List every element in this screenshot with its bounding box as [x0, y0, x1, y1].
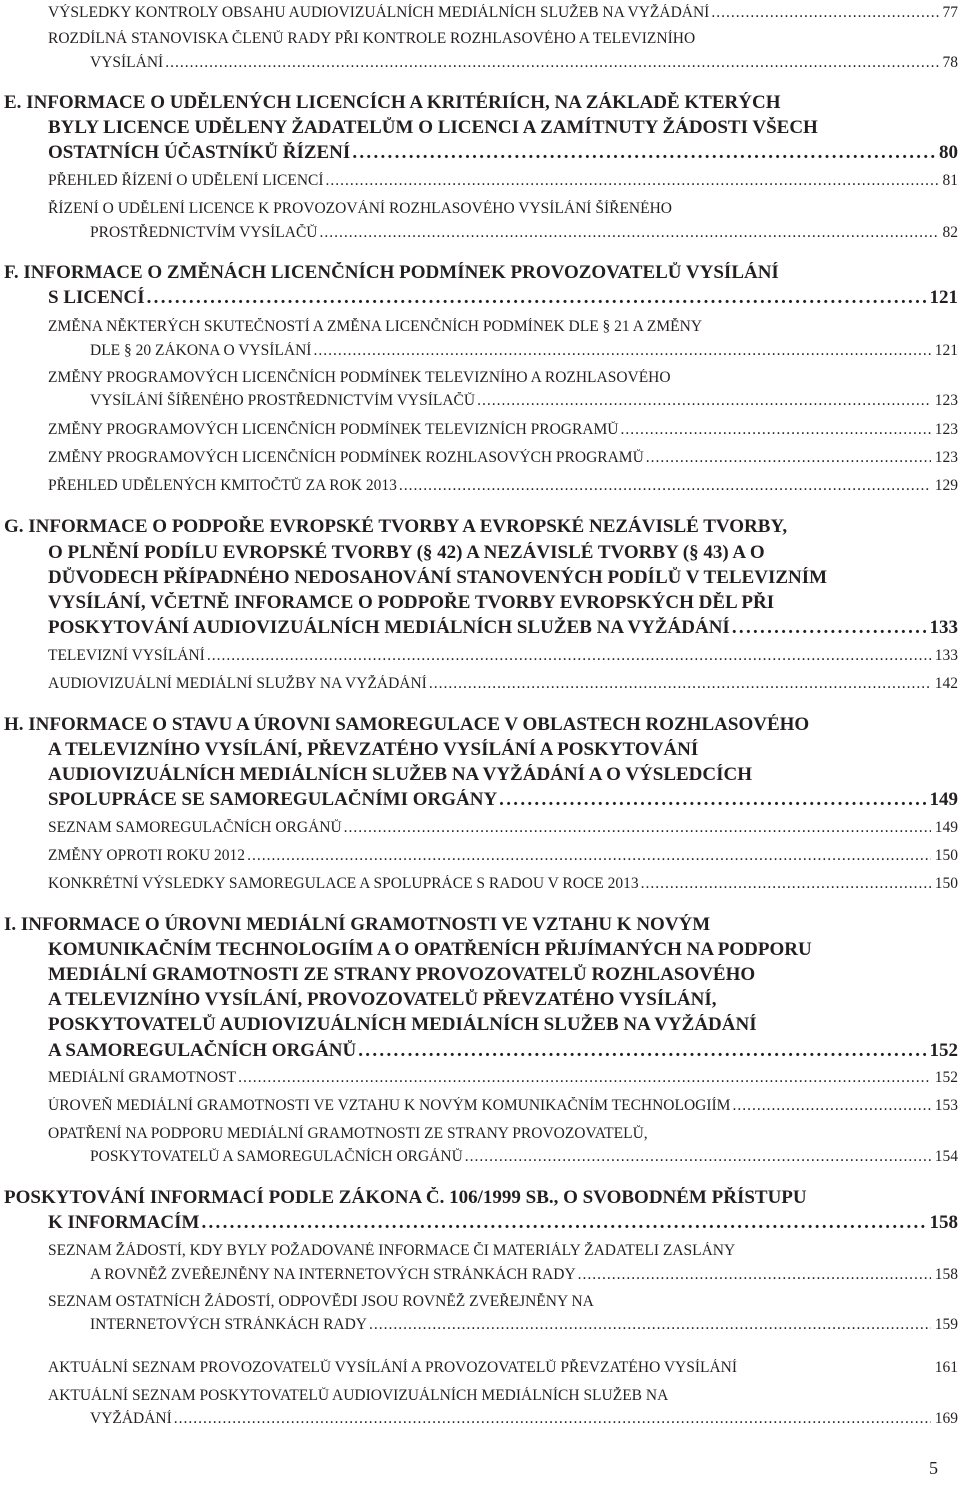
toc-entry-title: VÝSLEDKY KONTROLY OBSAHU AUDIOVIZUÁLNÍCH MEDIÁLNÍCH SLUŽEB NA VYŽÁDÁNÍ: [48, 4, 710, 21]
toc-line[interactable]: [48, 369, 958, 387]
toc-line[interactable]: [48, 1242, 958, 1260]
toc-entry-title: S LICENCÍ: [48, 287, 145, 308]
toc-entry-title: SEZNAM OSTATNÍCH ŽÁDOSTÍ, ODPOVĚDI JSOU ROVNĚŽ ZVEŘEJNĚNY NA: [48, 1293, 594, 1310]
dot-leader: [320, 224, 939, 242]
dot-leader: [641, 875, 931, 893]
toc-entry-title: A TELEVIZNÍHO VYSÍLÁNÍ, PŘEVZATÉHO VYSÍLÁNÍ A POSKYTOVÁNÍ: [48, 739, 699, 760]
toc-page-number: 158: [934, 1266, 958, 1283]
toc-entry-title: I. INFORMACE O ÚROVNI MEDIÁLNÍ GRAMOTNOSTI VE VZTAHU K NOVÝM: [4, 914, 711, 935]
toc-line[interactable]: [48, 200, 958, 218]
toc-line[interactable]: [48, 567, 958, 589]
toc-page-number: 149: [929, 789, 958, 810]
toc-line[interactable]: [48, 847, 958, 865]
toc-entry-title: SEZNAM ŽÁDOSTÍ, KDY BYLY POŽADOVANÉ INFORMACE ČI MATERIÁLY ŽADATELI ZASLÁNY: [48, 1242, 736, 1259]
toc-line[interactable]: [90, 392, 958, 410]
toc-entry-title: KOMUNIKAČNÍM TECHNOLOGIÍM A O OPATŘENÍCH PŘIJÍMANÝCH NA PODPORU: [48, 939, 812, 960]
toc-line[interactable]: [48, 542, 958, 564]
toc-line[interactable]: [48, 1387, 958, 1405]
toc-entry-title: ZMĚNY PROGRAMOVÝCH LICENČNÍCH PODMÍNEK TELEVIZNÍHO A ROZHLASOVÉHO: [48, 369, 671, 386]
toc-entry-title: INTERNETOVÝCH STRÁNKÁCH RADY: [90, 1316, 367, 1333]
toc-page-number: 150: [934, 847, 958, 864]
toc-page-number: 153: [934, 1097, 958, 1114]
toc-entry-title: POSKYTOVÁNÍ INFORMACÍ PODLE ZÁKONA Č. 106/1999 SB., O SVOBODNÉM PŘÍSTUPU: [4, 1187, 807, 1208]
toc-line[interactable]: [48, 1040, 958, 1062]
dot-leader: [646, 449, 931, 467]
toc-entry-title: VYSÍLÁNÍ, VČETNĚ INFORAMCE O PODPOŘE TVORBY EVROPSKÝCH DĚL PŘI: [48, 592, 775, 613]
toc-entry-title: SEZNAM SAMOREGULAČNÍCH ORGÁNŮ: [48, 819, 342, 836]
toc-line[interactable]: [4, 914, 958, 936]
toc-page-number: 123: [934, 421, 958, 438]
toc-page-number: 161: [934, 1359, 958, 1376]
toc-line[interactable]: [48, 875, 958, 893]
toc-page-number: 77: [942, 4, 958, 21]
toc-line[interactable]: [48, 789, 958, 811]
toc-line[interactable]: [48, 477, 958, 495]
dot-leader: [165, 54, 938, 72]
toc-page-number: 159: [934, 1316, 958, 1333]
toc-entry-title: ZMĚNY PROGRAMOVÝCH LICENČNÍCH PODMÍNEK ROZHLASOVÝCH PROGRAMŮ: [48, 449, 644, 466]
toc-entry-title: POSKYTOVATELŮ AUDIOVIZUÁLNÍCH MEDIÁLNÍCH SLUŽEB NA VYŽÁDÁNÍ: [48, 1014, 757, 1035]
toc-line[interactable]: [4, 92, 958, 114]
toc-line[interactable]: [48, 819, 958, 837]
dot-leader: [399, 477, 931, 495]
dot-leader: [621, 421, 931, 439]
toc-entry-title: POSKYTOVATELŮ A SAMOREGULAČNÍCH ORGÁNŮ: [90, 1148, 463, 1165]
toc-entry-title: A SAMOREGULAČNÍCH ORGÁNŮ: [48, 1040, 357, 1061]
toc-entry-title: ZMĚNA NĚKTERÝCH SKUTEČNOSTÍ A ZMĚNA LICENČNÍCH PODMÍNEK DLE § 21 A ZMĚNY: [48, 318, 703, 335]
toc-page-number: 154: [934, 1148, 958, 1165]
toc-entry-title: K INFORMACÍM: [48, 1212, 200, 1233]
toc-page-number: 142: [934, 675, 958, 692]
toc-line[interactable]: [48, 675, 958, 693]
toc-entry-title: PŘEHLED UDĚLENÝCH KMITOČTŮ ZA ROK 2013: [48, 477, 397, 494]
toc-entry-title: PROSTŘEDNICTVÍM VYSÍLAČŮ: [90, 224, 318, 241]
toc-entry-title: O PLNĚNÍ PODÍLU EVROPSKÉ TVORBY (§ 42) A NEZÁVISLÉ TVORBY (§ 43) A O: [48, 542, 765, 563]
toc-line[interactable]: [48, 1359, 958, 1377]
toc-page-number: 158: [929, 1212, 958, 1233]
toc-page-number: 81: [942, 172, 958, 189]
dot-leader: [369, 1316, 931, 1334]
toc-entry-title: BYLY LICENCE UDĚLENY ŽADATELŮM O LICENCI A ZAMÍTNUTY ŽÁDOSTI VŠECH: [48, 117, 818, 138]
toc-entry-title: A ROVNĚŽ ZVEŘEJNĚNY NA INTERNETOVÝCH STRÁNKÁCH RADY: [90, 1266, 576, 1283]
toc-line[interactable]: [48, 989, 958, 1011]
toc-line[interactable]: [90, 224, 958, 242]
dot-leader: [207, 647, 931, 665]
toc-line[interactable]: [48, 421, 958, 439]
dot-leader: [429, 675, 931, 693]
toc-page-number: 121: [934, 342, 958, 359]
toc-entry-title: AKTUÁLNÍ SEZNAM POSKYTOVATELŮ AUDIOVIZUÁLNÍCH MEDIÁLNÍCH SLUŽEB NA: [48, 1387, 669, 1404]
toc-page-number: 129: [934, 477, 958, 494]
toc-page-number: 78: [942, 54, 958, 71]
toc-line[interactable]: [90, 1410, 958, 1428]
toc-entry-title: ROZDÍLNÁ STANOVISKA ČLENŮ RADY PŘI KONTROLE ROZHLASOVÉHO A TELEVIZNÍHO: [48, 30, 696, 47]
toc-entry-title: G. INFORMACE O PODPOŘE EVROPSKÉ TVORBY A EVROPSKÉ NEZÁVISLÉ TVORBY,: [4, 516, 788, 537]
toc-entry-title: DŮVODECH PŘÍPADNÉHO NEDOSAHOVÁNÍ STANOVENÝCH PODÍLŮ V TELEVIZNÍM: [48, 567, 828, 588]
dot-leader: [174, 1410, 931, 1428]
toc-page-number: 121: [929, 287, 958, 308]
toc-line[interactable]: [48, 647, 958, 665]
toc-entry-title: OPATŘENÍ NA PODPORU MEDIÁLNÍ GRAMOTNOSTI ZE STRANY PROVOZOVATELŮ,: [48, 1125, 648, 1142]
toc-line[interactable]: [90, 54, 958, 72]
toc-entry-title: ÚROVEŇ MEDIÁLNÍ GRAMOTNOSTI VE VZTAHU K NOVÝM KOMUNIKAČNÍM TECHNOLOGIÍM: [48, 1097, 731, 1114]
toc-line[interactable]: [48, 172, 958, 190]
toc-entry-title: SPOLUPRÁCE SE SAMOREGULAČNÍMI ORGÁNY: [48, 789, 498, 810]
toc-line[interactable]: [4, 262, 958, 284]
toc-entry-title: KONKRÉTNÍ VÝSLEDKY SAMOREGULACE A SPOLUPRÁCE S RADOU V ROCE 2013: [48, 875, 639, 892]
toc-line[interactable]: [48, 592, 958, 614]
toc-line[interactable]: [90, 342, 958, 360]
toc-line[interactable]: [90, 1148, 958, 1166]
toc-line[interactable]: [4, 1187, 958, 1209]
toc-line[interactable]: [48, 1014, 958, 1036]
toc-entry-title: F. INFORMACE O ZMĚNÁCH LICENČNÍCH PODMÍNEK PROVOZOVATELŮ VYSÍLÁNÍ: [4, 262, 779, 283]
dot-leader: [313, 342, 930, 360]
toc-page-number: 169: [934, 1410, 958, 1427]
toc-line[interactable]: [48, 1069, 958, 1087]
toc-page-number: 133: [934, 647, 958, 664]
toc-line[interactable]: [48, 1097, 958, 1115]
toc-entry-title: POSKYTOVÁNÍ AUDIOVIZUÁLNÍCH MEDIÁLNÍCH SLUŽEB NA VYŽÁDÁNÍ: [48, 617, 730, 638]
dot-leader: [326, 172, 939, 190]
toc-line[interactable]: [48, 764, 958, 786]
toc-line[interactable]: [48, 617, 958, 639]
toc-line[interactable]: [4, 516, 958, 538]
toc-entry-title: ZMĚNY OPROTI ROKU 2012: [48, 847, 246, 864]
toc-line[interactable]: [48, 318, 958, 336]
dot-leader: [732, 617, 926, 639]
toc-page-number: 82: [942, 224, 958, 241]
toc-entry-title: AUDIOVIZUÁLNÍCH MEDIÁLNÍCH SLUŽEB NA VYŽÁDÁNÍ A O VÝSLEDCÍCH: [48, 764, 753, 785]
dot-leader: [147, 287, 926, 309]
toc-entry-title: MEDIÁLNÍ GRAMOTNOST: [48, 1069, 237, 1086]
toc-entry-title: PŘEHLED ŘÍZENÍ O UDĚLENÍ LICENCÍ: [48, 172, 324, 189]
toc-entry-title: AKTUÁLNÍ SEZNAM PROVOZOVATELŮ VYSÍLÁNÍ A PROVOZOVATELŮ PŘEVZATÉHO VYSÍLÁNÍ: [48, 1359, 738, 1376]
toc-entry-title: TELEVIZNÍ VYSÍLÁNÍ: [48, 647, 205, 664]
toc-page-number: 123: [934, 449, 958, 466]
toc-entry-title: VYŽÁDÁNÍ: [90, 1410, 172, 1427]
toc-entry-title: H. INFORMACE O STAVU A ÚROVNI SAMOREGULACE V OBLASTECH ROZHLASOVÉHO: [4, 714, 810, 735]
dot-leader: [465, 1148, 931, 1166]
toc-line[interactable]: [48, 449, 958, 467]
toc-line[interactable]: [90, 1316, 958, 1334]
toc-line[interactable]: [48, 287, 958, 309]
dot-leader: [732, 1097, 930, 1115]
toc-page-number: 123: [934, 392, 958, 409]
toc-line[interactable]: [48, 1293, 958, 1311]
dot-leader: [352, 142, 935, 164]
toc-entry-title: DLE § 20 ZÁKONA O VYSÍLÁNÍ: [90, 342, 312, 359]
toc-page-number: 149: [934, 819, 958, 836]
dot-leader: [238, 1069, 931, 1087]
toc-page-number: 150: [934, 875, 958, 892]
dot-leader: [477, 392, 931, 410]
toc-entry-title: VYSÍLÁNÍ ŠÍŘENÉHO PROSTŘEDNICTVÍM VYSÍLAČŮ: [90, 392, 476, 409]
toc-line[interactable]: [48, 739, 958, 761]
dot-leader: [247, 847, 931, 865]
toc-line[interactable]: [48, 142, 958, 164]
toc-line[interactable]: [48, 117, 958, 139]
dot-leader: [711, 4, 938, 22]
toc-line[interactable]: [48, 30, 958, 48]
toc-page-number: 152: [929, 1040, 958, 1061]
toc-line[interactable]: [48, 964, 958, 986]
dot-leader: [578, 1266, 931, 1284]
toc-page-number: 152: [934, 1069, 958, 1086]
dot-leader: [344, 819, 931, 837]
toc-entry-title: ŘÍZENÍ O UDĚLENÍ LICENCE K PROVOZOVÁNÍ ROZHLASOVÉHO VYSÍLÁNÍ ŠÍŘENÉHO: [48, 200, 672, 217]
toc-entry-title: OSTATNÍCH ÚČASTNÍKŮ ŘÍZENÍ: [48, 142, 351, 163]
toc-entry-title: MEDIÁLNÍ GRAMOTNOSTI ZE STRANY PROVOZOVATELŮ ROZHLASOVÉHO: [48, 964, 756, 985]
toc-page-number: 133: [929, 617, 958, 638]
dot-leader: [201, 1212, 925, 1234]
page-number: 5: [929, 1458, 938, 1478]
toc-entry-title: ZMĚNY PROGRAMOVÝCH LICENČNÍCH PODMÍNEK TELEVIZNÍCH PROGRAMŮ: [48, 421, 619, 438]
toc-line[interactable]: [48, 4, 958, 22]
toc-entry-title: E. INFORMACE O UDĚLENÝCH LICENCÍCH A KRITÉRIÍCH, NA ZÁKLADĚ KTERÝCH: [4, 92, 781, 113]
toc-page-number: 80: [939, 142, 958, 163]
dot-leader: [358, 1040, 925, 1062]
toc-entry-title: AUDIOVIZUÁLNÍ MEDIÁLNÍ SLUŽBY NA VYŽÁDÁNÍ: [48, 675, 427, 692]
dot-leader: [499, 789, 925, 811]
toc-line[interactable]: [48, 939, 958, 961]
toc-entry-title: VYSÍLÁNÍ: [90, 54, 164, 71]
toc-line[interactable]: [4, 714, 958, 736]
toc-entry-title: A TELEVIZNÍHO VYSÍLÁNÍ, PROVOZOVATELŮ PŘEVZATÉHO VYSÍLÁNÍ,: [48, 989, 717, 1010]
toc-line[interactable]: [90, 1266, 958, 1284]
toc-line[interactable]: [48, 1212, 958, 1234]
toc-line[interactable]: [48, 1125, 958, 1143]
